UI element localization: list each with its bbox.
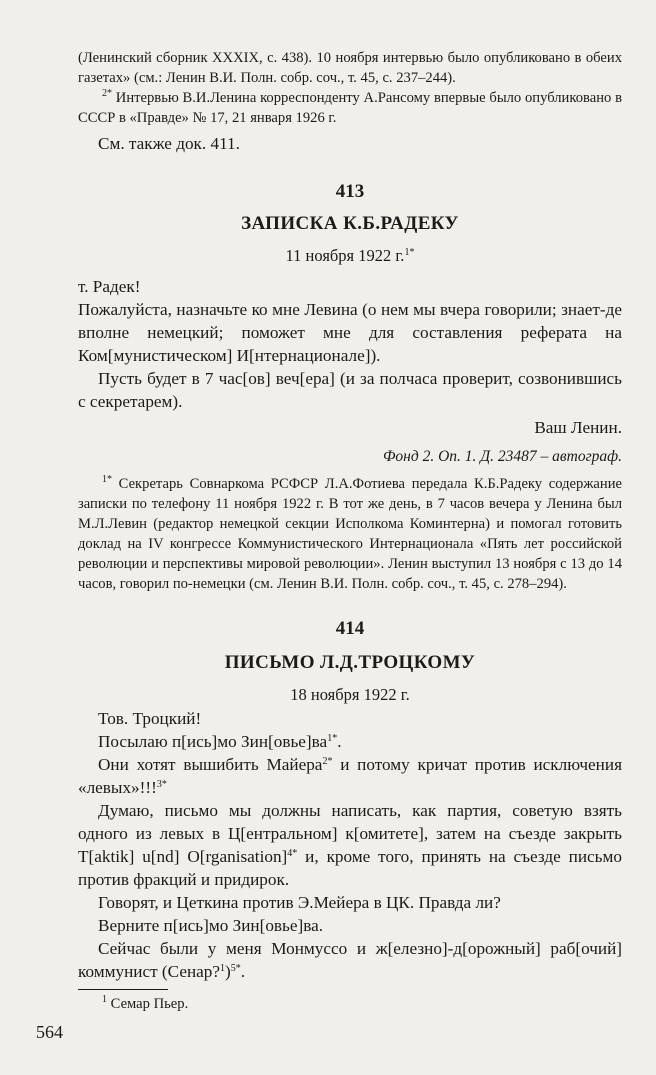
paragraph: Говорят, и Цеткина против Э.Мейера в ЦК. Правда ли? [98,893,501,912]
archive-reference: Фонд 2. Оп. 1. Д. 23487 – автограф. [382,448,622,465]
doc-number: 413 [335,181,365,202]
paragraph: Сейчас были у меня Монмуссо и ж[елезно]-д[орожный] раб[очий] коммунист (Сенар?$^1$)$^{5*}$. [78,939,622,981]
doc-date: 18 ноября 1922 г. [290,685,410,704]
see-also: См. также док. 411. [98,134,240,153]
doc-title: ПИСЬМО Л.Д.ТРОЦКОМУ [224,652,476,673]
paragraph: Пожалуйста, назначьте ко мне Левина (о нем мы вчера говорили; знает-де вполне немецкий; поможет мне для составления реферата на Ком[мунистическом] И[нтернационале]). [78,300,622,365]
doc-date: 11 ноября 1922 г.$^{1*}$ [285,246,415,265]
doc-number: 414 [335,618,365,639]
doc-title: ЗАПИСКА К.Б.РАДЕКУ [241,213,459,234]
paragraph: Пусть будет в 7 час[ов] веч[ера] (и за полчаса проверит, созвонившись с секретарем). [78,369,622,411]
document-414 [78,616,622,1014]
document-413 [78,179,622,594]
paragraph: Посылаю п[ись]мо $Зин[овье]ва^{1*}$. [98,732,342,751]
page-number: 564 [36,1022,63,1042]
footnote-continuation: (Ленинский сборник XXXIX, с. 438). 10 ноября интервью было опубликовано в обеих газетах» (см.: Ленин В.И. Полн. собр. соч., т. 45, с. 237–244). [78,50,622,86]
paragraph: Думаю, письмо мы должны написать, как партия, советую взять одного из левых в Ц[ентральном] к[омитете], затем на съезде закрыть T[aktik] u[nd] O[rganisation]$^{4*}$ и, кроме того, принять на съезде письмо против фракций и придирок. [78,801,622,889]
footnote-2: $^{2*}$ Интервью В.И.Ленина корреспонденту А.Рансому впервые было опубликовано в СССР в «Правде» № 17, 21 января 1926 г. [78,88,622,126]
salutation: Тов. Троцкий! [98,709,202,728]
previous-footnotes [78,48,622,155]
signature: Ваш Ленин. [534,418,622,437]
footnote-1: $^{1*}$ Секретарь Совнаркома РСФСР Л.А.Фотиева передала К.Б.Радеку содержание записки по телефону 11 ноября 1922 г. В тот же день, в 7 часов вечера у Ленина был М.Л.Левин (редактор немецкой секции Исполкома Коминтерна) и помогал готовить доклад на IV конгрессе Коммунистического Интернационала «Пять лет российской революции и перспективы мировой революции». Ленин выступил 13 ноября с 13 до 14 часов, говорил по-немецки (см. Ленин В.И. Полн. собр. соч., т. 45, с. 278–294). [78,474,622,592]
paragraph: Они хотят вышибить Майера$^{2*}$ и потому кричат против исключения «левых»!!!$^{3*}$ [78,755,622,797]
paragraph: Верните п[ись]мо Зин[овье]ва. [98,916,324,935]
footnote-page: $^1$ Семар Пьер. [102,994,189,1012]
footnote-divider [78,989,168,990]
salutation: т. Радек! [78,277,141,296]
